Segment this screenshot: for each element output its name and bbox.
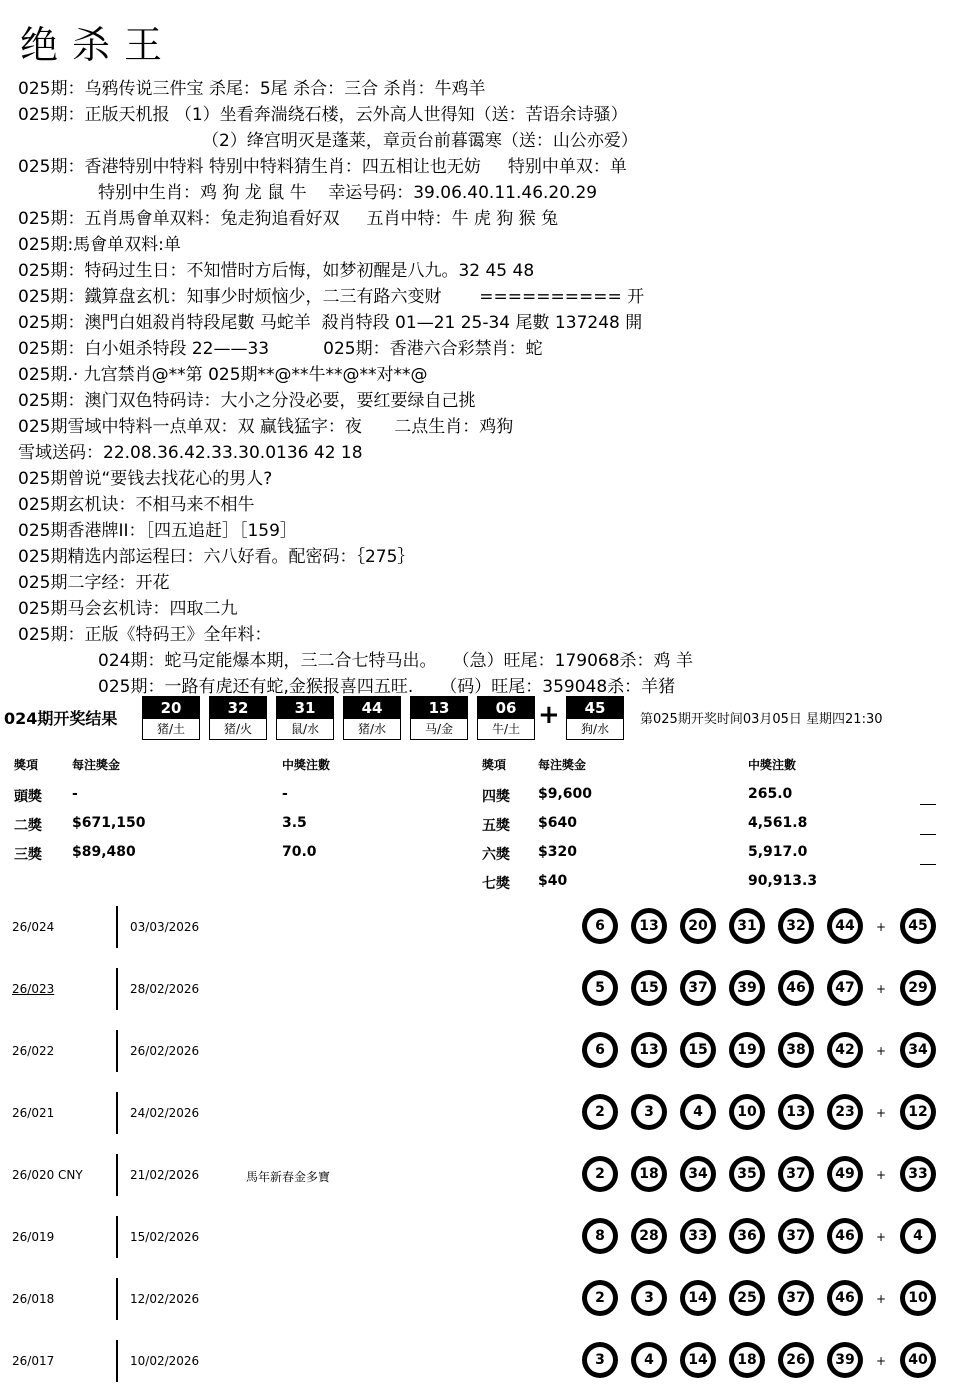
divider <box>920 834 936 835</box>
result-ball-number: 37 <box>783 1285 809 1311</box>
result-date: 03/03/2026 <box>130 920 200 934</box>
result-ball-number: 37 <box>783 1223 809 1249</box>
result-ball <box>631 1280 667 1316</box>
result-ball-number: 4 <box>905 1223 931 1249</box>
result-ball-number: 40 <box>905 1347 931 1373</box>
result-issue: 26/020 CNY <box>12 1168 83 1182</box>
result-ball <box>778 1280 814 1316</box>
result-date: 21/02/2026 <box>130 1168 200 1182</box>
ball-zodiac: 猪/土 <box>156 722 186 736</box>
result-ball-number: 33 <box>685 1223 711 1249</box>
result-ball-number: 37 <box>685 975 711 1001</box>
result-ball-number: 26 <box>783 1347 809 1373</box>
result-ball <box>778 1218 814 1254</box>
result-ball <box>778 908 814 944</box>
result-ball <box>680 1156 716 1192</box>
text-line: 025期:馬會单双料:单 <box>18 235 181 255</box>
result-ball-number: 33 <box>905 1161 931 1187</box>
result-ball <box>631 908 667 944</box>
result-ball-number: 14 <box>685 1285 711 1311</box>
text-line: 025期曾说“要钱去找花心的男人? <box>18 469 273 489</box>
text-line: 025期：正版天机报 （1）坐看奔湍绕石楼，云外高人世得知（送：苦语余诗骚） <box>18 105 628 125</box>
result-ball <box>680 1342 716 1378</box>
result-ball-number: 15 <box>685 1037 711 1063</box>
result-ball-number: 10 <box>734 1099 760 1125</box>
result-ball-number: 18 <box>636 1161 662 1187</box>
result-ball <box>582 1342 618 1378</box>
result-date: 24/02/2026 <box>130 1106 200 1120</box>
next-draw-info: 第025期开奖时间03月05日 星期四21:30 <box>640 712 883 727</box>
result-row <box>0 1144 960 1206</box>
plus-sign: + <box>876 1106 887 1120</box>
prize-amount: $9,600 <box>538 786 593 802</box>
row-divider <box>116 1340 118 1382</box>
draw-ball <box>209 696 267 740</box>
text-line: 025期：乌鸦传说三件宝 杀尾：5尾 杀合：三合 杀肖：牛鸡羊 <box>18 79 486 99</box>
result-special-ball <box>900 908 936 944</box>
text-line: 025期：正版《特码王》全年料： <box>18 625 272 645</box>
result-ball-number: 42 <box>832 1037 858 1063</box>
result-row <box>0 1082 960 1144</box>
result-ball-number: 15 <box>636 975 662 1001</box>
ball-zodiac: 猪/水 <box>357 722 387 736</box>
result-ball-number: 39 <box>734 975 760 1001</box>
prize-name: 二獎 <box>14 818 42 834</box>
prize-name: 三獎 <box>14 847 42 863</box>
draw-ball <box>343 696 401 740</box>
plus-sign: + <box>538 700 560 730</box>
ball-zodiac: 牛/土 <box>491 722 521 736</box>
draw-ball <box>477 696 535 740</box>
result-row <box>0 1268 960 1330</box>
result-ball <box>582 970 618 1006</box>
prize-count: - <box>282 786 288 802</box>
draw-ball <box>410 696 468 740</box>
ball-number: 45 <box>567 697 623 719</box>
prize-count: 265.0 <box>748 786 793 802</box>
result-ball <box>582 1156 618 1192</box>
result-ball <box>778 970 814 1006</box>
result-ball-number: 3 <box>636 1285 662 1311</box>
result-ball <box>729 1280 765 1316</box>
text-line: 025期：特码过生日：不知惜时方后悔，如梦初醒是八九。32 45 48 <box>18 261 535 281</box>
result-row <box>0 1330 960 1392</box>
divider <box>920 864 936 865</box>
result-ball <box>631 1218 667 1254</box>
header-amount: 每注獎金 <box>538 758 587 772</box>
result-special-ball <box>900 970 936 1006</box>
result-ball-number: 6 <box>587 1037 613 1063</box>
draw-result-bar <box>0 694 960 744</box>
result-ball <box>631 1032 667 1068</box>
result-ball-number: 19 <box>734 1037 760 1063</box>
result-ball <box>729 1094 765 1130</box>
text-line: 025期：澳门双色特码诗：大小之分没必要，要红要绿自己挑 <box>18 391 476 411</box>
result-special-ball <box>900 1094 936 1130</box>
text-line: （2）绛宫明灭是蓬莱，章贡台前暮霭寒（送：山公亦爱） <box>202 131 638 151</box>
divider <box>920 804 936 805</box>
prize-name: 四獎 <box>482 789 510 805</box>
result-ball-number: 20 <box>685 913 711 939</box>
prize-name: 七獎 <box>482 876 510 892</box>
prize-table <box>0 752 960 892</box>
text-line: 025期.· 九宫禁肖@**第 025期**@**牛**@**对**@ <box>18 365 428 385</box>
result-ball <box>729 1218 765 1254</box>
result-ball <box>631 1342 667 1378</box>
prize-name: 頭獎 <box>14 789 42 805</box>
header-count: 中獎注數 <box>748 758 797 772</box>
result-ball-number: 34 <box>905 1037 931 1063</box>
prize-name: 六獎 <box>482 847 510 863</box>
result-ball-number: 28 <box>636 1223 662 1249</box>
result-date: 10/02/2026 <box>130 1354 200 1368</box>
result-ball-number: 36 <box>734 1223 760 1249</box>
result-ball <box>582 1094 618 1130</box>
result-special-ball <box>900 1280 936 1316</box>
result-ball-number: 45 <box>905 913 931 939</box>
result-ball-number: 13 <box>783 1099 809 1125</box>
text-line: 025期雪域中特料一点单双：双 赢钱猛字：夜 二点生肖：鸡狗 <box>18 417 514 437</box>
plus-sign: + <box>876 1354 887 1368</box>
text-line: 025期玄机诀：不相马来不相牛 <box>18 495 255 515</box>
prize-count: 3.5 <box>282 815 307 831</box>
plus-sign: + <box>876 1292 887 1306</box>
result-ball <box>778 1342 814 1378</box>
row-divider <box>116 1030 118 1072</box>
result-row <box>0 896 960 958</box>
plus-sign: + <box>876 982 887 996</box>
row-divider <box>116 1092 118 1134</box>
result-ball-number: 29 <box>905 975 931 1001</box>
plus-sign: + <box>876 1044 887 1058</box>
ball-zodiac: 狗/水 <box>580 722 610 736</box>
result-special-ball <box>900 1156 936 1192</box>
text-line: 025期：五肖馬會单双料：兔走狗追看好双 五肖中特：牛 虎 狗 猴 兔 <box>18 209 559 229</box>
text-line: 025期精选内部运程曰：六八好看。配密码：｛275｝ <box>18 547 415 567</box>
prize-amount: $320 <box>538 844 577 860</box>
result-ball-number: 4 <box>685 1099 711 1125</box>
plus-sign: + <box>876 1230 887 1244</box>
prize-count: 70.0 <box>282 844 317 860</box>
result-ball-number: 44 <box>832 913 858 939</box>
ball-number: 20 <box>143 697 199 719</box>
row-divider <box>116 1154 118 1196</box>
row-divider <box>116 906 118 948</box>
result-ball-number: 3 <box>587 1347 613 1373</box>
result-ball <box>631 1094 667 1130</box>
prize-count: 4,561.8 <box>748 815 808 831</box>
result-ball-number: 18 <box>734 1347 760 1373</box>
result-ball <box>582 908 618 944</box>
result-ball-number: 34 <box>685 1161 711 1187</box>
prize-amount: $640 <box>538 815 577 831</box>
text-line: 025期：白小姐杀特段 22——33 025期：香港六合彩禁肖：蛇 <box>18 339 543 359</box>
result-ball-number: 5 <box>587 975 613 1001</box>
header-amount: 每注獎金 <box>72 758 121 772</box>
plus-sign: + <box>876 920 887 934</box>
result-ball <box>680 1094 716 1130</box>
result-ball-number: 2 <box>587 1099 613 1125</box>
result-date: 12/02/2026 <box>130 1292 200 1306</box>
result-date: 26/02/2026 <box>130 1044 200 1058</box>
result-ball-number: 23 <box>832 1099 858 1125</box>
result-date: 28/02/2026 <box>130 982 200 996</box>
prize-name: 五獎 <box>482 818 510 834</box>
result-special-ball <box>900 1032 936 1068</box>
header-prize: 獎項 <box>14 758 39 772</box>
result-ball <box>680 1032 716 1068</box>
result-special-ball <box>900 1342 936 1378</box>
ball-number: 44 <box>344 697 400 719</box>
result-ball <box>729 1156 765 1192</box>
result-ball <box>582 1280 618 1316</box>
result-ball <box>827 1218 863 1254</box>
ball-number: 31 <box>277 697 333 719</box>
result-ball <box>680 1218 716 1254</box>
header-prize: 獎項 <box>482 758 507 772</box>
result-ball <box>827 1280 863 1316</box>
result-ball <box>729 908 765 944</box>
special-ball <box>566 696 624 740</box>
text-line: 025期：香港特别中特料 特别中特料猜生肖：四五相让也无妨 特别中单双：单 <box>18 157 627 177</box>
result-ball-number: 31 <box>734 913 760 939</box>
prize-count: 5,917.0 <box>748 844 808 860</box>
result-ball-number: 38 <box>783 1037 809 1063</box>
result-ball-number: 2 <box>587 1161 613 1187</box>
result-row <box>0 958 960 1020</box>
result-ball <box>631 970 667 1006</box>
result-ball <box>827 1032 863 1068</box>
result-ball <box>631 1156 667 1192</box>
text-line: 025期马会玄机诗：四取二九 <box>18 599 238 619</box>
header-count: 中獎注數 <box>282 758 331 772</box>
prize-amount: $671,150 <box>72 815 146 831</box>
result-ball-number: 6 <box>587 913 613 939</box>
result-issue: 26/024 <box>12 920 55 934</box>
prize-amount: $40 <box>538 873 568 889</box>
result-ball <box>582 1032 618 1068</box>
result-ball-number: 47 <box>832 975 858 1001</box>
text-line: 025期香港牌II：［四五追赶］［159］ <box>18 521 297 541</box>
result-issue: 26/022 <box>12 1044 55 1058</box>
result-ball <box>827 970 863 1006</box>
result-ball-number: 46 <box>832 1223 858 1249</box>
result-ball-number: 13 <box>636 913 662 939</box>
result-row <box>0 1206 960 1268</box>
result-row <box>0 1020 960 1082</box>
text-line: 025期：鐵算盘玄机：知事少时烦恼少，二三有路六变财 ========== 开 <box>18 287 645 307</box>
result-ball-number: 10 <box>905 1285 931 1311</box>
draw-ball <box>276 696 334 740</box>
result-issue: 26/018 <box>12 1292 55 1306</box>
result-date: 15/02/2026 <box>130 1230 200 1244</box>
prize-count: 90,913.3 <box>748 873 818 889</box>
prize-amount: - <box>72 786 78 802</box>
page-title: 绝杀王 <box>20 23 177 67</box>
prize-amount: $89,480 <box>72 844 136 860</box>
result-ball-number: 46 <box>783 975 809 1001</box>
ball-zodiac: 猪/火 <box>223 722 253 736</box>
result-issue: 26/019 <box>12 1230 55 1244</box>
result-ball-number: 25 <box>734 1285 760 1311</box>
result-issue: 26/017 <box>12 1354 55 1368</box>
result-ball-number: 3 <box>636 1099 662 1125</box>
result-issue: 26/023 <box>12 982 55 996</box>
result-ball-number: 13 <box>636 1037 662 1063</box>
result-ball <box>729 970 765 1006</box>
result-ball <box>680 1280 716 1316</box>
result-ball-number: 49 <box>832 1161 858 1187</box>
result-ball-number: 35 <box>734 1161 760 1187</box>
result-ball-number: 2 <box>587 1285 613 1311</box>
result-ball <box>582 1218 618 1254</box>
result-note: 馬年新春金多寶 <box>246 1170 331 1184</box>
text-line: 025期：一路有虎还有蛇,金猴报喜四五旺. （码）旺尾：359048杀：羊猪 <box>98 677 676 697</box>
result-ball-number: 32 <box>783 913 809 939</box>
ball-zodiac: 马/金 <box>424 722 454 736</box>
row-divider <box>116 968 118 1010</box>
ball-number: 13 <box>411 697 467 719</box>
result-ball <box>778 1032 814 1068</box>
ball-number: 32 <box>210 697 266 719</box>
result-ball <box>827 1156 863 1192</box>
text-line: 特别中生肖：鸡 狗 龙 鼠 牛 幸运号码：39.06.40.11.46.20.29 <box>98 183 598 203</box>
result-ball <box>680 970 716 1006</box>
result-ball <box>729 1032 765 1068</box>
result-ball-number: 46 <box>832 1285 858 1311</box>
result-ball <box>729 1342 765 1378</box>
text-line: 雪域送码：22.08.36.42.33.30.0136 42 18 <box>18 443 363 463</box>
ball-number: 06 <box>478 697 534 719</box>
draw-label: 024期开奖结果 <box>4 709 118 728</box>
row-divider <box>116 1216 118 1258</box>
result-ball-number: 8 <box>587 1223 613 1249</box>
result-ball-number: 37 <box>783 1161 809 1187</box>
result-ball-number: 4 <box>636 1347 662 1373</box>
text-line: 025期：澳門白姐殺肖特段尾數 马蛇羊 殺肖特段 01—21 25-34 尾數 137248 開 <box>18 313 643 333</box>
result-issue: 26/021 <box>12 1106 55 1120</box>
result-ball-number: 39 <box>832 1347 858 1373</box>
ball-zodiac: 鼠/水 <box>290 722 320 736</box>
result-special-ball <box>900 1218 936 1254</box>
result-ball <box>778 1156 814 1192</box>
result-ball-number: 12 <box>905 1099 931 1125</box>
result-ball-number: 14 <box>685 1347 711 1373</box>
row-divider <box>116 1278 118 1320</box>
text-line: 024期：蛇马定能爆本期，三二合七特马出。 （急）旺尾：179068杀：鸡 羊 <box>98 651 693 671</box>
prediction-lines <box>18 76 948 700</box>
plus-sign: + <box>876 1168 887 1182</box>
draw-ball <box>142 696 200 740</box>
result-ball <box>827 1342 863 1378</box>
result-ball <box>827 1094 863 1130</box>
result-ball <box>778 1094 814 1130</box>
result-ball <box>680 908 716 944</box>
result-ball <box>827 908 863 944</box>
text-line: 025期二字经：开花 <box>18 573 170 593</box>
